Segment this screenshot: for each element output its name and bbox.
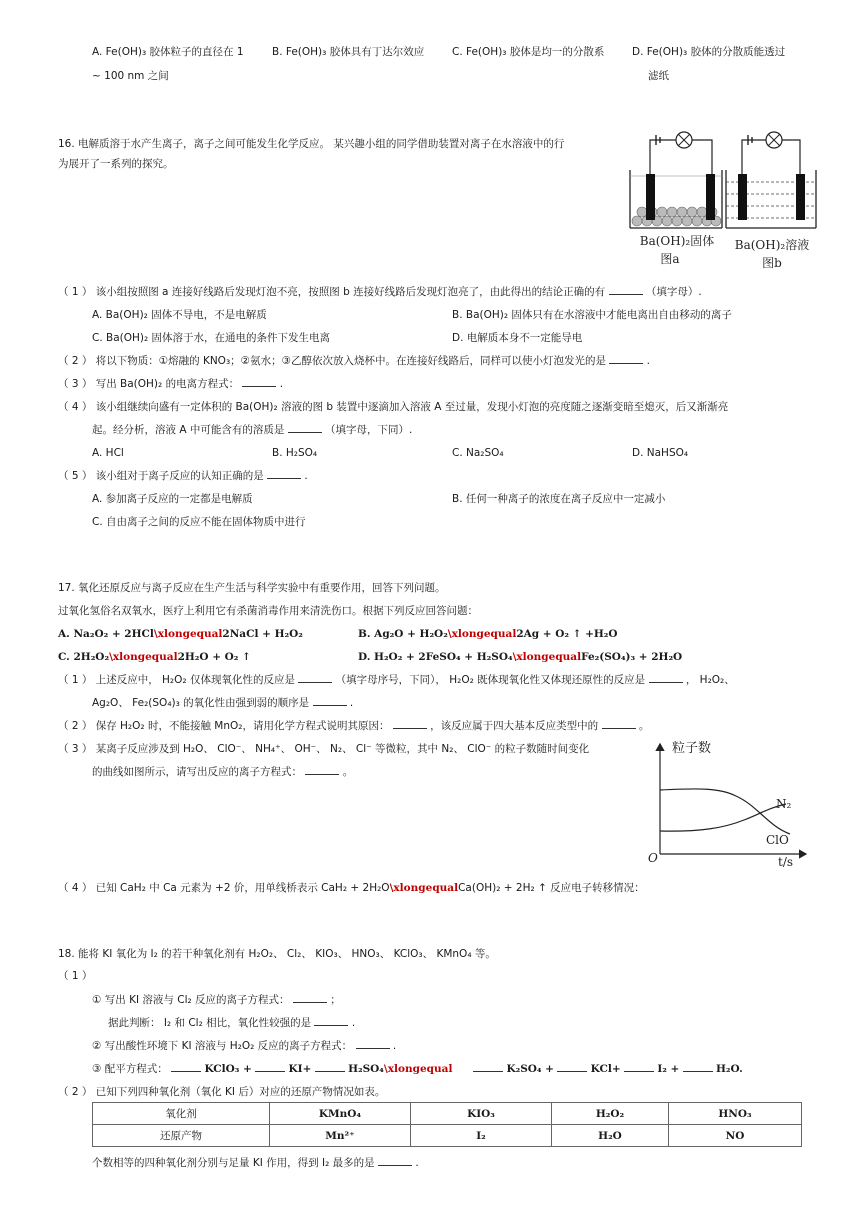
q17-p3-blank[interactable] <box>305 764 339 775</box>
q17-reaction-b <box>358 626 618 642</box>
q15-option-d-line1: D. Fe(OH)₃ 胶体的分散质能透过 <box>632 46 786 58</box>
q18-s1-judge-text: 据此判断： I₂ 和 Cl₂ 相比，氧化性较强的是 <box>108 1017 312 1029</box>
q16-p5-tail: . <box>304 470 308 482</box>
table-row <box>93 1125 802 1147</box>
q17-p2-tail: 。 <box>638 720 650 732</box>
q18-s3-blank6[interactable] <box>624 1061 654 1072</box>
q16-p4-option-a: A. HCl <box>92 447 124 459</box>
q16-p5 <box>58 468 308 484</box>
q17-p2 <box>58 718 649 734</box>
q16-p1-option-c: C. Ba(OH)₂ 固体溶于水，在通电的条件下发生电离 <box>92 332 331 344</box>
figure-a-label2: 图a <box>660 252 680 266</box>
q17-p1-text-b: （填字母序号，下同）， H₂O₂ 既体现氧化性又体现还原性的反应是 <box>335 674 646 686</box>
q17-p4 <box>58 880 645 896</box>
q16-p4-option-b: B. H₂SO₄ <box>272 447 318 459</box>
q16-p1-option-a: A. Ba(OH)₂ 固体不导电，不是电解质 <box>92 309 267 321</box>
reaction-d-right: Fe₂(SO₄)₃ + 2H₂O <box>581 651 683 663</box>
reaction-c-left: C. 2H₂O₂ <box>58 651 110 663</box>
q18-final <box>92 1155 419 1171</box>
q16-p3-tail: . <box>279 378 284 390</box>
q16-p1 <box>58 284 702 300</box>
q16-p4-option-c: C. Na₂SO₄ <box>452 447 504 459</box>
q17-p2-text-b: ，该反应属于四大基本反应类型中的 <box>430 720 599 732</box>
reduction-product-table <box>92 1102 802 1147</box>
reaction-a-equals: \xlongequal <box>153 628 223 640</box>
q16-p3-blank[interactable] <box>242 376 276 387</box>
q17-intro: 过氧化氢俗名双氧水，医疗上利用它有杀菌消毒作用来清洗伤口。根据下列反应回答问题： <box>58 605 478 617</box>
q15-option-a-line2: ~ 100 nm 之间 <box>92 70 169 82</box>
q17-p1-line2-text: Ag₂O、 Fe₂(SO₄)₃ 的氧化性由强到弱的顺序是 <box>92 697 310 709</box>
q16-p4-line2-text: 起。经分析，溶液 A 中可能含有的溶质是 <box>92 424 285 436</box>
reaction-a-right: 2NaCl + H₂O₂ <box>222 628 303 640</box>
table-cell: NO <box>669 1125 802 1147</box>
q16-p1-blank[interactable] <box>609 284 643 295</box>
q16-p5-option-b: B. 任何一种离子的浓度在离子反应中一定减小 <box>452 493 666 505</box>
q17-p3-tail: 。 <box>342 766 354 778</box>
q17-p1-line2-tail: . <box>349 697 354 709</box>
q16-p4-tail: （填字母，下同）. <box>325 424 413 436</box>
table-cell: H₂O <box>552 1125 669 1147</box>
q18-s1-tail: ； <box>330 994 341 1006</box>
reaction-c-equals: \xlongequal <box>109 651 178 663</box>
q17-reaction-c <box>58 649 251 665</box>
q16-p1-text: （ 1 ） 该小组按照图 a 连接好线路后发现灯泡不亮，按照图 b 连接好线路后发现灯泡亮了，由此得出的结论正确的有 <box>58 286 606 298</box>
q18-s3-equals: \xlongequal <box>383 1063 453 1075</box>
graph-clo-label: ClO <box>766 833 789 847</box>
q18-s3-text: ③ 配平方程式： <box>92 1063 168 1075</box>
q16-p1-option-b: B. Ba(OH)₂ 固体只有在水溶液中才能电离出自由移动的离子 <box>452 309 732 321</box>
q16-p4-line2 <box>92 422 412 438</box>
table-cell: Mn²⁺ <box>270 1125 411 1147</box>
q17-p3-line2 <box>92 764 353 780</box>
q17-p3-line1: （ 3 ） 某离子反应涉及到 H₂O、 ClO⁻、 NH₄⁺、 OH⁻、 N₂、 Cl⁻ 等微粒，其中 N₂、 ClO⁻ 的粒子数随时间变化 <box>58 743 590 755</box>
q18-s1-text: ① 写出 KI 溶液与 Cl₂ 反应的离子方程式： <box>92 994 290 1006</box>
q18-s1-blank[interactable] <box>293 992 327 1003</box>
q18-stem: 18. 能将 KI 氧化为 I₂ 的若干种氧化剂有 H₂O₂、 Cl₂、 KIO₃、 HNO₃、 KClO₃、 KMnO₄ 等。 <box>58 948 496 960</box>
q18-s3-blank3[interactable] <box>315 1061 345 1072</box>
q15-option-b: B. Fe(OH)₃ 胶体具有丁达尔效应 <box>272 46 425 58</box>
q17-p4-equals: \xlongequal <box>389 882 459 894</box>
q16-p3 <box>58 376 283 392</box>
q16-p2-tail: . <box>646 355 651 367</box>
q17-p1-blank3[interactable] <box>313 695 347 706</box>
q17-p1-text-c: ， H₂O₂、 <box>685 674 735 686</box>
table-cell: 氧化剂 <box>93 1103 270 1125</box>
figure-a-label1: Ba(OH)₂固体 <box>639 234 715 248</box>
q17-p3-line2-text: 的曲线如图所示，请写出反应的离子方程式： <box>92 766 302 778</box>
graph-ylabel: 粒子数 <box>672 741 712 756</box>
reaction-d-left: D. H₂O₂ + 2FeSO₄ + H₂SO₄ <box>358 651 513 663</box>
q16-p5-blank[interactable] <box>267 468 301 479</box>
reaction-c-right: 2H₂O + O₂ ↑ <box>177 651 251 663</box>
q16-p5-text: （ 5 ） 该小组对于离子反应的认知正确的是 <box>58 470 264 482</box>
q18-final-tail: . <box>415 1157 419 1169</box>
q16-stem-line1: 16. 电解质溶于水产生离子，离子之间可能发生化学反应。 某兴趣小组的同学借助装置对离子在水溶液中的行 <box>58 138 565 150</box>
q16-apparatus-figure <box>622 126 822 274</box>
q18-p1-label: （ 1 ） <box>58 970 93 982</box>
particle-count-graph <box>640 736 815 870</box>
table-cell: 还原产物 <box>93 1125 270 1147</box>
q17-p4-text-a: （ 4 ） 已知 CaH₂ 中 Ca 元素为 +2 价，用单线桥表示 CaH₂ + 2H₂O <box>58 882 390 894</box>
q18-s3-i2: I₂ + <box>657 1063 680 1075</box>
q17-p4-text-b: Ca(OH)₂ + 2H₂ ↑ 反应电子转移情况： <box>458 882 645 894</box>
q15-option-a-line1: A. Fe(OH)₃ 胶体粒子的直径在 1 <box>92 46 244 58</box>
figure-b-label1: Ba(OH)₂溶液 <box>734 238 810 252</box>
q18-s2-blank[interactable] <box>356 1038 390 1049</box>
q18-final-blank[interactable] <box>378 1155 412 1166</box>
q17-p2-text-a: （ 2 ） 保存 H₂O₂ 时，不能接触 MnO₂，请用化学方程式说明其原因： <box>58 720 390 732</box>
q17-p2-blank2[interactable] <box>602 718 636 729</box>
q18-s3-k2so4: K₂SO₄ + <box>506 1063 554 1075</box>
q18-s1-judge-blank[interactable] <box>314 1015 348 1026</box>
n2-curve <box>660 804 786 831</box>
q16-p5-option-c: C. 自由离子之间的反应不能在固体物质中进行 <box>92 516 306 528</box>
graph-xlabel: t/s <box>778 855 794 869</box>
table-cell: H₂O₂ <box>552 1103 669 1125</box>
q18-final-text: 个数相等的四种氧化剂分别与足量 KI 作用，得到 I₂ 最多的是 <box>92 1157 375 1169</box>
q17-p2-blank1[interactable] <box>393 718 427 729</box>
q16-p4-line1: （ 4 ） 该小组继续向盛有一定体积的 Ba(OH)₂ 溶液的图 b 装置中逐滴加入溶液 A 至过量，发现小灯泡的亮度随之逐渐变暗至熄灭，后又渐渐亮 <box>58 401 729 413</box>
q17-p1-text-a: （ 1 ） 上述反应中， H₂O₂ 仅体现氧化性的反应是 <box>58 674 295 686</box>
table-row <box>93 1103 802 1125</box>
q17-p1-blank2[interactable] <box>649 672 683 683</box>
reaction-d-equals: \xlongequal <box>512 651 582 663</box>
reaction-a-left: A. Na₂O₂ + 2HCl <box>58 628 154 640</box>
q18-s3-h2so4: H₂SO₄ <box>348 1063 384 1075</box>
q18-s3-h2o: H₂O. <box>716 1063 743 1075</box>
q18-s3-blank4[interactable] <box>473 1061 503 1072</box>
table-cell: KMnO₄ <box>270 1103 411 1125</box>
q16-p4-blank[interactable] <box>288 422 322 433</box>
q17-reaction-a <box>58 626 303 642</box>
q16-p2 <box>58 353 650 369</box>
q18-s1 <box>92 992 341 1008</box>
q18-s1-judge-tail: . <box>351 1017 356 1029</box>
reaction-b-right: 2Ag + O₂ ↑ +H₂O <box>516 628 618 640</box>
q18-p2: （ 2 ） 已知下列四种氧化剂（氧化 KI 后）对应的还原产物情况如表。 <box>58 1086 386 1098</box>
q18-s3-blank5[interactable] <box>557 1061 587 1072</box>
q16-p1-tail: （填字母）. <box>645 286 702 298</box>
figure-b-label2: 图b <box>762 256 782 270</box>
q17-p1-line1 <box>58 672 735 688</box>
q16-p2-blank[interactable] <box>609 353 643 364</box>
reaction-b-equals: \xlongequal <box>447 628 517 640</box>
figure-a <box>630 132 722 266</box>
q18-s3 <box>92 1061 743 1077</box>
q18-s2-text: ② 写出酸性环境下 KI 溶液与 H₂O₂ 反应的离子方程式： <box>92 1040 353 1052</box>
q16-p5-option-a: A. 参加离子反应的一定都是电解质 <box>92 493 253 505</box>
table-cell: I₂ <box>411 1125 552 1147</box>
q16-stem-line2: 为展开了一系列的探究。 <box>58 158 174 170</box>
q18-s3-ki: KI+ <box>288 1063 312 1075</box>
q18-s2 <box>92 1038 396 1054</box>
q18-s3-blank2[interactable] <box>255 1061 285 1072</box>
q15-option-c: C. Fe(OH)₃ 胶体是均一的分散系 <box>452 46 605 58</box>
q18-s2-tail: . <box>392 1040 397 1052</box>
table-cell: KIO₃ <box>411 1103 552 1125</box>
graph-n2-label: N₂ <box>776 797 792 811</box>
q17-p1-line2 <box>92 695 353 711</box>
figure-b <box>726 132 816 270</box>
q17-reaction-d <box>358 649 682 665</box>
clo-curve <box>660 789 790 834</box>
q18-s3-kclo3: KClO₃ + <box>204 1063 252 1075</box>
graph-origin: O <box>648 851 658 865</box>
q16-p1-option-d: D. 电解质本身不一定能导电 <box>452 332 583 344</box>
q17-stem: 17. 氧化还原反应与离子反应在生产生活与科学实验中有重要作用，回答下列问题。 <box>58 582 446 594</box>
q18-s3-blank7[interactable] <box>683 1061 713 1072</box>
q16-p3-text: （ 3 ） 写出 Ba(OH)₂ 的电离方程式： <box>58 378 240 390</box>
q17-p1-blank1[interactable] <box>298 672 332 683</box>
q16-p4-option-d: D. NaHSO₄ <box>632 447 689 459</box>
q18-s3-kcl: KCl+ <box>590 1063 621 1075</box>
q18-s3-blank1[interactable] <box>171 1061 201 1072</box>
reaction-b-left: B. Ag₂O + H₂O₂ <box>358 628 448 640</box>
q18-s1-judge <box>108 1015 355 1031</box>
q15-option-d-line2: 滤纸 <box>648 70 669 82</box>
table-cell: HNO₃ <box>669 1103 802 1125</box>
q16-p2-text: （ 2 ） 将以下物质：①熔融的 KNO₃；②氨水；③乙醇依次放入烧杯中。在连接好线路后，同样可以使小灯泡发光的是 <box>58 355 606 367</box>
